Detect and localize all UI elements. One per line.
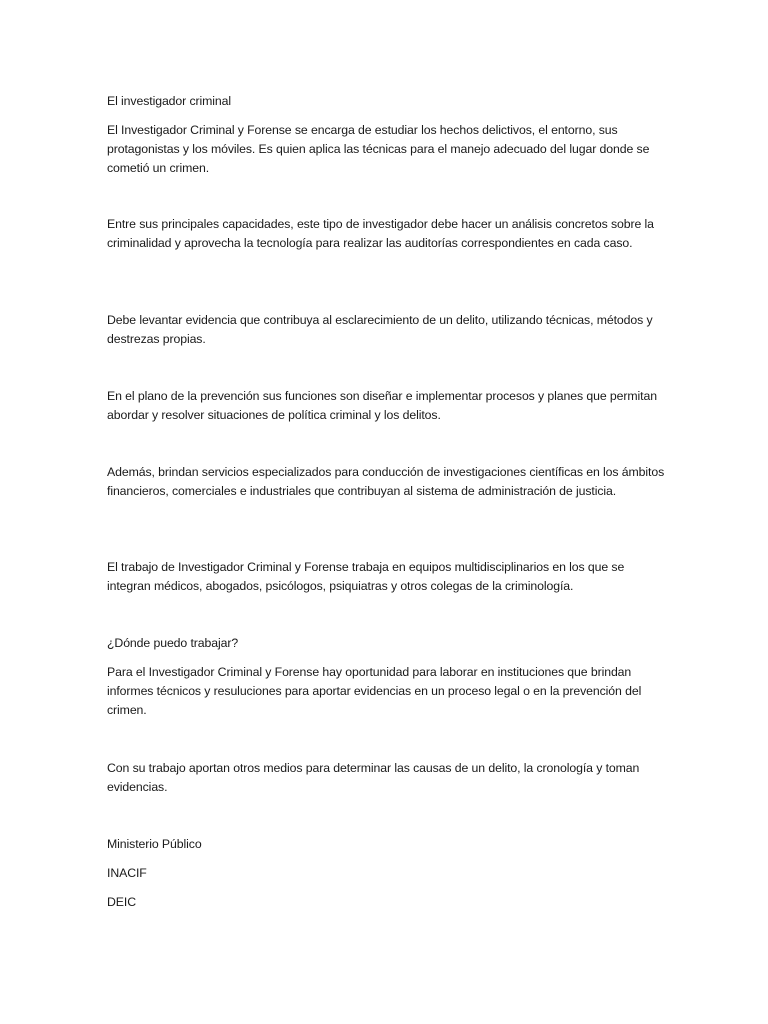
paragraph: Además, brindan servicios especializados para conducción de investigaciones científicas en los ámbitos financieros, comerciales e industriales que contribuyan al sistema de administración de justicia. xyxy=(107,465,665,498)
paragraph: El trabajo de Investigador Criminal y Forense trabaja en equipos multidisciplinarios en los que se integran médicos, abogados, psicólogos, psiquiatras y otros colegas de la criminología. xyxy=(107,560,625,593)
paragraph: Debe levantar evidencia que contribuya al esclarecimiento de un delito, utilizando técnicas, métodos y destrezas propias. xyxy=(107,313,653,346)
paragraph: El Investigador Criminal y Forense se encarga de estudiar los hechos delictivos, el entorno, sus protagonistas y los móviles. Es quien aplica las técnicas para el manejo adecuado del lugar donde se cometió un crimen. xyxy=(107,123,650,175)
paragraph: Para el Investigador Criminal y Forense hay oportunidad para laborar en instituciones que brindan informes técnicos y resuluciones para aportar evidencias en un proceso legal o en la prevención del crimen. xyxy=(107,665,642,717)
document-heading: El investigador criminal xyxy=(107,94,232,108)
institution-item: Ministerio Público xyxy=(107,837,202,851)
section-subheading: ¿Dónde puedo trabajar? xyxy=(107,636,239,650)
institution-item: DEIC xyxy=(107,895,136,909)
paragraph: En el plano de la prevención sus funciones son diseñar e implementar procesos y planes que permitan abordar y resolver situaciones de política criminal y los delitos. xyxy=(107,389,657,422)
institution-item: INACIF xyxy=(107,866,147,880)
paragraph: Entre sus principales capacidades, este tipo de investigador debe hacer un análisis concretos sobre la criminalidad y aprovecha la tecnología para realizar las auditorías correspondientes en cada caso. xyxy=(107,217,654,250)
paragraph: Con su trabajo aportan otros medios para determinar las causas de un delito, la cronología y toman evidencias. xyxy=(107,761,640,794)
